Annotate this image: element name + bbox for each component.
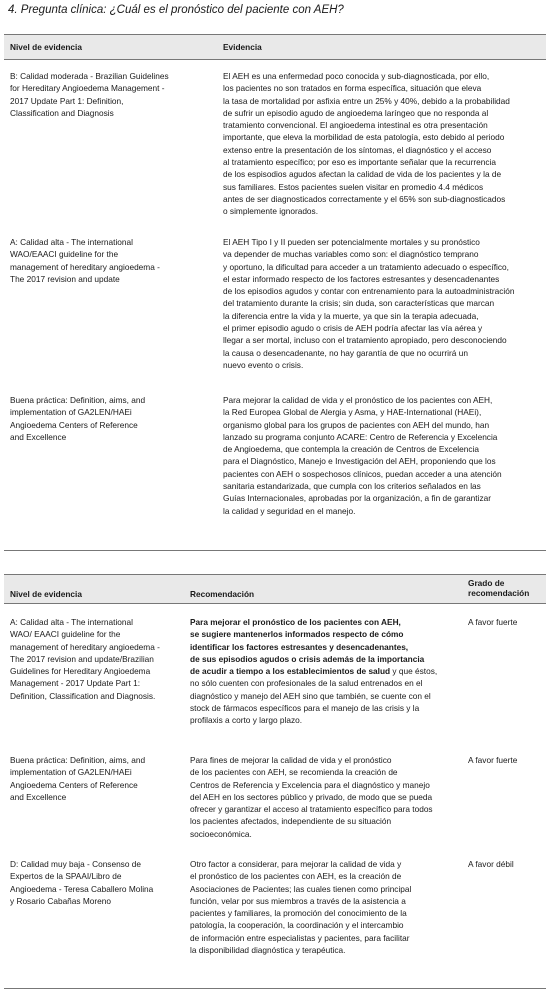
cell-evidencia: Para mejorar la calidad de vida y el pronóstico de los pacientes con AEH, la Red Europea Global de Alergia y Asma, y HAE-International (HAEi), organismo global para los grupos de pacientes con AEH del mundo, han lanzado su programa conjunto ACARE: Centro de Referencia y Excelencia de Angioedema, que contempla la creación de Centros de Excelencia para el Diagnóstico, Manejo e Investigación del AEH, proponiendo que los pacientes con AEH o sospechosos clínicos, puedan acceder a una atención sanitaria estandarizada, que cumpla con los criterios señalados en las Guías Internacionales, aprobadas por la organización, a fin de garantizar la calidad y seguridad en el manejo. [223,395,502,516]
header-grado: Grado de recomendación [468,578,530,598]
cell-evidencia: El AEH Tipo I y II pueden ser potencialmente mortales y su pronóstico va depender de muchas variables como son: el diagnóstico temprano y oportuno, la dificultad para acceder a un tratamiento adecuado o específico, el estar informado respecto de los factores estresantes y desencadenantes de los episodios agudos y contar con entrenamiento para la autoadministración del tratamiento durante la crisis; sin duda, son características que marcan la diferencia entre la vida y la muerte, ya que sin la terapia adecuada, el primer episodio agudo o crisis de AEH podría afectar las vía aérea y llegar a ser mortal, incluso con el tratamiento apropiado, pero desconociendo la causa o desencadenante, no hay garantía de que no ocurrirá un nuevo evento o crisis. [223,237,515,370]
header-evidencia: Evidencia [223,42,262,52]
table-row [4,60,546,226]
evidence-table-header [4,34,546,60]
table-row [4,846,546,976]
cell-grado: A favor débil [468,859,514,869]
cell-grado: A favor fuerte [468,617,518,627]
recommendation-table-header [4,574,546,604]
cell-recomendacion: Otro factor a considerar, para mejorar la calidad de vida y el pronóstico de los pacientes con AEH, es la creación de Asociaciones de Pacientes; las cuales tienen como principal función, velar por sus miembros a través de la asistencia a pacientes y familiares, la promoción del conocimiento de la patología, la cooperación, la coordinación y el intercambio de información entre especialistas y pacientes, para facilitar la disponibilidad diagnóstica y terapéutica. [190,859,412,956]
table-row [4,604,546,742]
cell-nivel: A: Calidad alta - The international WAO/ EAACI guideline for the management of hereditary angioedema - The 2017 revision and update/Brazilian Guidelines for Hereditary Angioedema Management - 2017 Update Part 1: Definition, Classification and Diagnosis. [10,617,160,701]
header-recomendacion: Recomendación [190,589,255,599]
recommendation-text: y que éstos, no sólo cuenten con profesionales de la salud entrenados en el diagnóstico y manejo del AEH sino que también, se cuente con el stock de fármacos específicos para el manejo de las crisis y la profilaxis a corto y largo plazo. [190,666,438,726]
table-bottom-rule [4,550,546,551]
section-title: 4. Pregunta clínica: ¿Cuál es el pronóstico del paciente con AEH? [8,4,344,16]
table-row [4,226,546,384]
cell-grado: A favor fuerte [468,755,518,765]
cell-nivel: Buena práctica: Definition, aims, and implementation of GA2LEN/HAEi Angioedema Centers of Reference and Excellence [10,395,146,442]
recommendation-table [4,574,546,976]
table-row [4,742,546,846]
table-bottom-rule [4,988,546,989]
cell-evidencia: El AEH es una enfermedad poco conocida y sub-diagnosticada, por ello, los pacientes no son tratados en forma específica, situación que eleva la tasa de mortalidad por asfixia entre un 25% y 40%, debido a la probabilidad de sufrir un episodio agudo de angioedema laríngeo que no responda al tratamiento convencional. El angioedema intestinal es otra presentación importante, que eleva la morbilidad de esta patología, esto debido al periodo extenso entre la presentación de los síntomas, el diagnóstico y el acceso al tratamiento específico; por eso es importante señalar que la recurrencia de los espisodios agudos afectan la calidad de vida de los pacientes y la de sus familiares. Estos pacientes suelen visitar en promedio 4.4 médicos antes de ser diagnosticados correctamente y el 65% son sub-diagnosticados o simplemente ignorados. [223,71,510,217]
cell-nivel: Buena práctica: Definition, aims, and implementation of GA2LEN/HAEi Angioedema Centers of Reference and Excellence [10,755,146,802]
cell-nivel: A: Calidad alta - The international WAO/EAACI guideline for the management of hereditary angioedema - The 2017 revision and update [10,237,160,284]
header-nivel: Nivel de evidencia [10,589,82,599]
cell-recomendacion [190,616,462,727]
table-row [4,384,546,534]
cell-nivel: D: Calidad muy baja - Consenso de Expertos de la SPAAI/Libro de Angioedema - Teresa Caballero Molina y Rosario Cabañas Moreno [10,859,154,906]
evidence-table [4,34,546,534]
cell-nivel: B: Calidad moderada - Brazilian Guidelines for Hereditary Angioedema Management - 2017 Update Part 1: Definition, Classification and Diagnosis [10,71,169,118]
cell-recomendacion: Para fines de mejorar la calidad de vida y el pronóstico de los pacientes con AEH, se recomienda la creación de Centros de Referencia y Excelencia para el diagnóstico y manejo del AEH en los sectores público y privado, de modo que se pueda ofrecer y garantizar el acceso al tratamiento específico para todos los pacientes afectados, independiente de su situación socioeconómica. [190,755,433,839]
recommendation-bold-text: Para mejorar el pronóstico de los pacientes con AEH, se sugiere mantenerlos informados respecto de cómo identificar los factores estresantes y desencadenantes, de sus episodios agudos o crisis además de la importancia de acudir a tiempo a los establecimientos de salud [190,617,425,677]
header-nivel: Nivel de evidencia [10,42,82,52]
